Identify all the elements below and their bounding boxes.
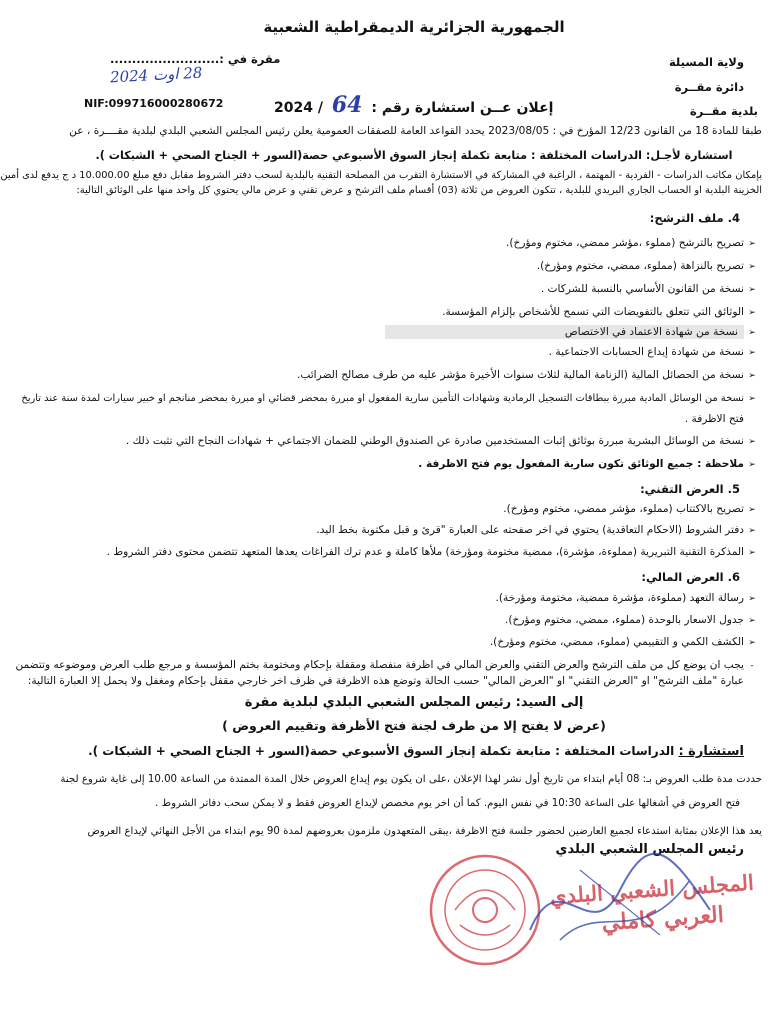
repeat-subject	[88, 744, 744, 759]
notice-title-suffix: / 2024	[274, 100, 323, 116]
arrow-bullet-icon: ➢	[748, 371, 756, 381]
arrow-bullet-icon: ➢	[748, 548, 756, 558]
envelope-instruction-2: عبارة "ملف الترشح" او "العرض التقني" او "العرض المالي" حسب الحالة وتوضع هذه الاظرفة في ظرف اخر خارجي مقفل بإحكام ومغفل ولا يحمل إلا العبارة التالية:	[27, 675, 744, 687]
arrow-bullet-icon: ➢	[748, 594, 756, 604]
notice-title	[274, 92, 553, 118]
arrow-bullet-icon: ➢	[748, 616, 756, 626]
arrow-bullet-icon: ➢	[748, 239, 756, 249]
envelope-addressee: إلى السيد: رئيس المجلس الشعبي البلدي لبلدية مقرة	[244, 695, 584, 710]
list-item: ➢نسخة من القانون الأساسي بالنسبة للشركات .	[72, 282, 760, 298]
repeat-subject-text: الدراسات المختلفة : متابعة تكملة إنجاز السوق الأسبوعي حصة(السور + الجناح الصحي + الشبكات ).	[88, 744, 675, 758]
list-item: ➢نسخة من الوسائل المادية مبررة ببطاقات التسجيل الرمادية وشهادات التأمين سارية المفعول او مبررة بمحضر قضائي او مبررة بمحضر منانجم او خبير سيارات لمدة سنة عند تاريخ	[72, 391, 760, 407]
arrow-bullet-icon: ➢	[748, 526, 756, 536]
handwritten-number: 64	[331, 92, 363, 118]
list-item: ➢تصريح بالترشح (مملوء ،مؤشر ممضي، مختوم ومؤرخ).	[72, 236, 760, 252]
dash-bullet-icon: -	[750, 661, 754, 671]
deadline-line-2: فتح العروض في أشغالها على الساعة 10:30 في نفس اليوم. كما أن اخر يوم مخصص لإيداع العروض فقط و لا يمكن سحب دفاتر الشروط .	[155, 798, 740, 809]
section-5-title: 5. العرض التقني:	[640, 482, 740, 496]
repeat-subject-label: استشارة :	[678, 744, 744, 759]
list-item: ➢نسخة من الوسائل البشرية مبررة بوثائق إثبات المستخدمين صادرة عن الصندوق الوطني للضمان الاجتماعي + شهادات النجاح التي تثبت ذلك .	[72, 434, 760, 450]
list-item: ➢نسخة من الحصائل المالية (الزنامة المالية لثلاث سنوات الأخيرة مؤشر عليه من طرف مصالح الضرائب.	[72, 368, 760, 384]
arrow-bullet-icon: ➢	[748, 460, 756, 470]
intro-line-4: الخزينة البلدية او الحساب الجاري البريدي للبلدية ، تتكون العروض من ثلاثة (03) أقسام ملف الترشح و عرض تقني و عرض مالي يحتوي كل واحد منها على الوثائق التالية:	[76, 185, 762, 196]
list-item: ➢جدول الاسعار بالوحدة (مملوء، ممضي، مختوم ومؤرخ).	[72, 613, 760, 629]
arrow-bullet-icon: ➢	[748, 308, 756, 318]
intro-line-3: بإمكان مكاتب الدراسات - الفردية - المهتمة ، الراغبة في المشاركة في الاستشارة التقرب من المصلحة التقنية بالبلدية لسحب دفتر الشروط مقابل دفع مبلغ 10.000.00 د ج يدفع لدى أمين	[0, 170, 762, 181]
list-item: ➢المذكرة التقنية التبريرية (مملوءة، مؤشرة)، ممضية مختومة ومؤرخة) ملأها كاملة و عدم ترك الفراغات يعدها المتعهد تتضمن محتوى دفتر الشروط .	[72, 545, 760, 561]
signature-title: رئيس المجلس الشعبي البلدي	[555, 842, 744, 857]
section-6-title: 6. العرض المالي:	[641, 570, 740, 584]
list-item: ➢الوثائق التي تتعلق بالتفويضات التي تسمح للأشخاص بإلزام المؤسسة.	[72, 305, 760, 321]
place-date-line: مقرة في :.........................	[110, 52, 281, 66]
list-item: ➢الكشف الكمي و التقييمي (مملوء، ممضي، مختوم ومؤرخ).	[72, 635, 760, 651]
intro-line-1: طبقا للمادة 18 من القانون 12/23 المؤرخ في : 2023/08/05 يحدد القواعد العامة للصفقات العمومية يعلن رئيس المجلس الشعبي البلدي لبلدية مقــــرة ، عن	[69, 125, 762, 137]
arrow-bullet-icon: ➢	[748, 285, 756, 295]
stamp-line-1: المجلس الشعبي البلدي	[549, 869, 755, 909]
notice-title-prefix: إعلان عــن استشارة رقم :	[371, 100, 554, 116]
section-4-title: 4. ملف الترشح:	[649, 211, 740, 225]
arrow-bullet-icon: ➢	[748, 437, 756, 447]
list-item: ➢رسالة التعهد (مملوءة، مؤشرة ممضية، مختومة ومؤرخة).	[72, 591, 760, 607]
arrow-bullet-icon: ➢	[748, 328, 756, 338]
arrow-bullet-icon: ➢	[748, 262, 756, 272]
stamp-line-2: العربي كاملي	[600, 901, 725, 937]
list-item-note: ➢ملاحظة : جميع الوثائق تكون سارية المفعول يوم فتح الاظرفة .	[72, 457, 760, 473]
list-item: ➢نسخة من شهادة إيداع الحسابات الاجتماعية .	[72, 345, 760, 361]
list-item: ➢دفتر الشروط (الاحكام التعاقدية) يحتوي في اخر صفحته على العبارة "قرئ و قبل مكتوبة بخط اليد.	[72, 523, 760, 539]
baladia-label: بلدية مقــرة	[689, 104, 758, 118]
arrow-bullet-icon: ➢	[748, 638, 756, 648]
deadline-line-1: حددت مدة طلب العروض بـ: 08 أيام ابتداء من تاريخ أول نشر لهذا الإعلان ،على ان يكون يوم إيداع العروض خلال المدة الممتدة من الساعة 10.00 إلى غاية شروع لجنة	[60, 774, 762, 785]
highlighted-text: نسخة من شهادة الاعتماد في الاختصاص	[385, 325, 744, 339]
wilaya-label: ولاية المسيلة	[668, 55, 744, 69]
envelope-instruction-1: -يجب ان يوضع كل من ملف الترشح والعرض التقني والعرض المالي في اظرفة منفصلة ومقفلة بإحكام ومختومة بختم المؤسسة و مرجع طلب العرض وموضوعه وتتضمن	[72, 658, 760, 674]
handwritten-signature-icon	[520, 840, 720, 960]
handwritten-date: 28 اوت 2024	[109, 63, 203, 87]
envelope-no-open: (عرض لا يفتح إلا من طرف لجنة فتح الأظرفة وتقييم العروض )	[222, 718, 606, 733]
arrow-bullet-icon: ➢	[748, 505, 756, 515]
list-item-continuation: فتح الاظرفة .	[684, 413, 744, 425]
list-item	[72, 325, 760, 341]
republic-header: الجمهورية الجزائرية الديمقراطية الشعبية	[263, 18, 565, 36]
daira-label: دائرة مقــرة	[674, 80, 744, 94]
list-item: ➢تصريح بالاكتتاب (مملوء، مؤشر ممضي، مختوم ومؤرخ).	[72, 502, 760, 518]
intro-line-2: استشارة لأجـل: الدراسات المختلفة : متابعة تكملة إنجاز السوق الأسبوعي حصة(السور + الجناح الصحي + الشبكات ).	[95, 149, 733, 162]
arrow-bullet-icon: ➢	[748, 394, 756, 404]
arrow-bullet-icon: ➢	[748, 348, 756, 358]
deadline-line-3: يعد هذا الإعلان بمثابة استدعاء لجميع العارضين لحضور جلسة فتح الاظرفة ،يبقى المتعهدون ملزمون بعروضهم لمدة 90 يوم ابتداء من الأجل النهائي لإيداع العروض	[87, 826, 762, 837]
list-item: ➢تصريح بالنزاهة (مملوء، ممضي، مختوم ومؤرخ).	[72, 259, 760, 275]
nif-number: NIF:099716000280672	[84, 97, 224, 110]
